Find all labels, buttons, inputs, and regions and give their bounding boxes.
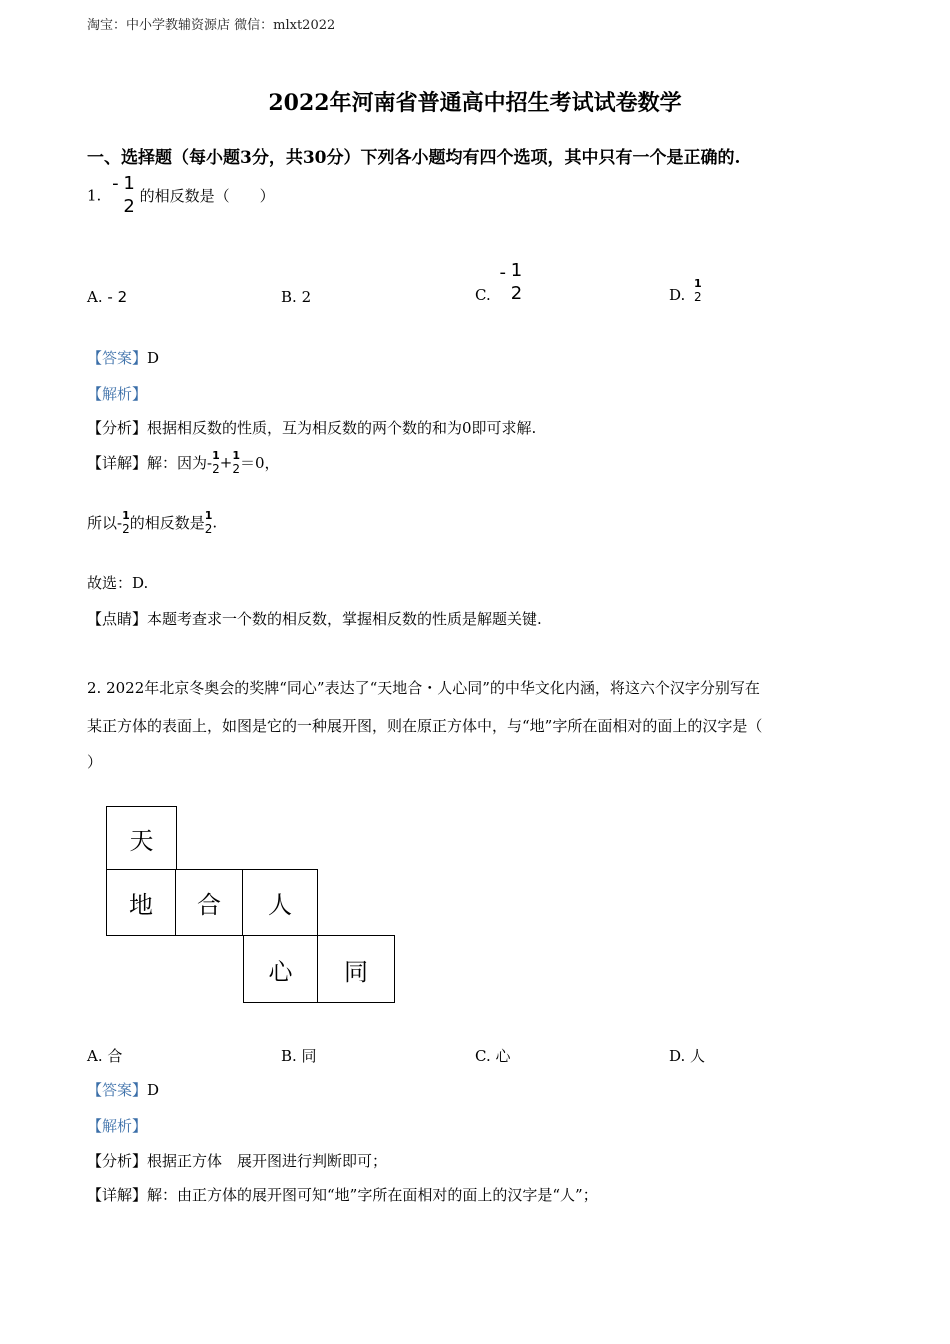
detail-text: 解：因为- — [147, 454, 213, 472]
q2-detail-line — [87, 1184, 598, 1205]
page-header: 淘宝：中小学教辅资源店 微信：mlxt2022 — [87, 18, 336, 33]
fraction — [212, 450, 220, 475]
answer-value: D — [147, 349, 160, 367]
analysis-tag: 【解析】 — [87, 385, 148, 403]
q2-answer-line — [87, 1079, 159, 1100]
detail-tag: 【详解】 — [87, 454, 148, 472]
choose-line: 故选：D. — [87, 574, 149, 592]
fraction-numerator: 1 — [510, 260, 523, 281]
fraction-denominator: 2 — [232, 462, 240, 476]
answer-tag: 【答案】 — [87, 1081, 148, 1099]
cube-face-tong: 同 — [317, 935, 395, 1003]
fraction-denominator: 2 — [122, 522, 130, 536]
period: . — [212, 513, 218, 532]
fraction-denominator: 2 — [204, 522, 213, 536]
question-stem: 的相反数是（ ） — [139, 187, 275, 205]
answer-line — [87, 347, 159, 368]
fraction-denominator: 2 — [510, 283, 523, 304]
question-number: 1. — [87, 186, 102, 205]
option-label: B. — [281, 288, 297, 306]
minus-sign: - — [112, 173, 119, 194]
answer-value: D — [147, 1081, 160, 1099]
fraction — [694, 278, 702, 303]
fraction-denominator: 2 — [694, 290, 702, 304]
fraction-numerator: 1 — [232, 449, 240, 462]
section-heading: 一、选择题（每小题3分，共30分）下列各小题均有四个选项，其中只有一个是正确的. — [87, 148, 741, 168]
option-d[interactable] — [669, 278, 702, 303]
q2-option-b[interactable]: B. 同 — [281, 1047, 317, 1065]
option-b[interactable] — [281, 288, 311, 306]
so-line — [87, 510, 217, 535]
dianjing-line — [87, 608, 542, 629]
q2-option-d[interactable]: D. 人 — [669, 1047, 706, 1065]
fraction — [122, 510, 130, 535]
q2-option-a[interactable]: A. 合 — [87, 1047, 123, 1065]
fenxi-tag: 【分析】 — [87, 419, 148, 437]
fraction-numerator: 1 — [694, 277, 702, 290]
detail-text: 解：由正方体的展开图可知“地”字所在面相对的面上的汉字是“人”； — [147, 1186, 598, 1204]
fraction-denominator: 2 — [123, 196, 135, 217]
fraction-numerator: 1 — [212, 449, 220, 462]
question-2-line-3: ） — [87, 753, 103, 771]
fenxi-text: 根据正方体 展开图进行判断即可； — [147, 1152, 388, 1170]
fraction — [511, 262, 522, 303]
detail-tag: 【详解】 — [87, 1186, 148, 1204]
cube-face-he: 合 — [175, 869, 243, 936]
question-2-line-2: 某正方体的表面上，如图是它的一种展开图，则在原正方体中，与“地”字所在面相对的面上的汉字是（ — [87, 717, 763, 735]
q2-fenxi-line — [87, 1150, 387, 1171]
fraction-numerator: 1 — [204, 509, 213, 522]
so-text: 的相反数是 — [129, 514, 205, 532]
cube-face-ren: 人 — [242, 869, 318, 936]
fraction — [232, 450, 240, 475]
so-text: 所以- — [87, 514, 123, 532]
option-a[interactable] — [87, 288, 127, 306]
page-title: 2022年河南省普通高中招生考试试卷数学 — [268, 90, 682, 116]
cube-face-xin: 心 — [243, 935, 318, 1003]
plus-sign: + — [219, 453, 233, 472]
fenxi-line — [87, 417, 536, 438]
fenxi-text: 根据相反数的性质，互为相反数的两个数的和为0即可求解. — [147, 419, 537, 437]
option-label: A. — [87, 288, 103, 306]
fraction-denominator: 2 — [212, 462, 220, 476]
fraction-numerator: 1 — [123, 173, 135, 194]
cube-face-di: 地 — [106, 869, 176, 936]
option-c[interactable] — [475, 262, 522, 303]
fraction-numerator: 1 — [122, 509, 130, 522]
cube-face-tian: 天 — [106, 806, 177, 870]
dianjing-tag: 【点睛】 — [87, 610, 148, 628]
fraction — [123, 175, 134, 216]
question-2-line-1: 2. 2022年北京冬奥会的奖牌“同心”表达了“天地合・人心同”的中华文化内涵，将这六个汉字分别写在 — [87, 679, 760, 697]
answer-tag: 【答案】 — [87, 349, 148, 367]
option-label: D. — [669, 285, 686, 304]
q2-analysis-tag: 【解析】 — [87, 1117, 148, 1135]
minus-sign: - — [499, 262, 506, 283]
fenxi-tag: 【分析】 — [87, 1152, 148, 1170]
option-label: C. — [475, 285, 491, 304]
q2-option-c[interactable]: C. 心 — [475, 1047, 511, 1065]
option-value: 2 — [301, 288, 312, 306]
option-value: - 2 — [107, 288, 128, 306]
detail-line — [87, 450, 280, 475]
equals-text: ＝0， — [239, 454, 280, 472]
question-1 — [87, 175, 275, 216]
dianjing-text: 本题考查求一个数的相反数，掌握相反数的性质是解题关键. — [147, 610, 542, 628]
